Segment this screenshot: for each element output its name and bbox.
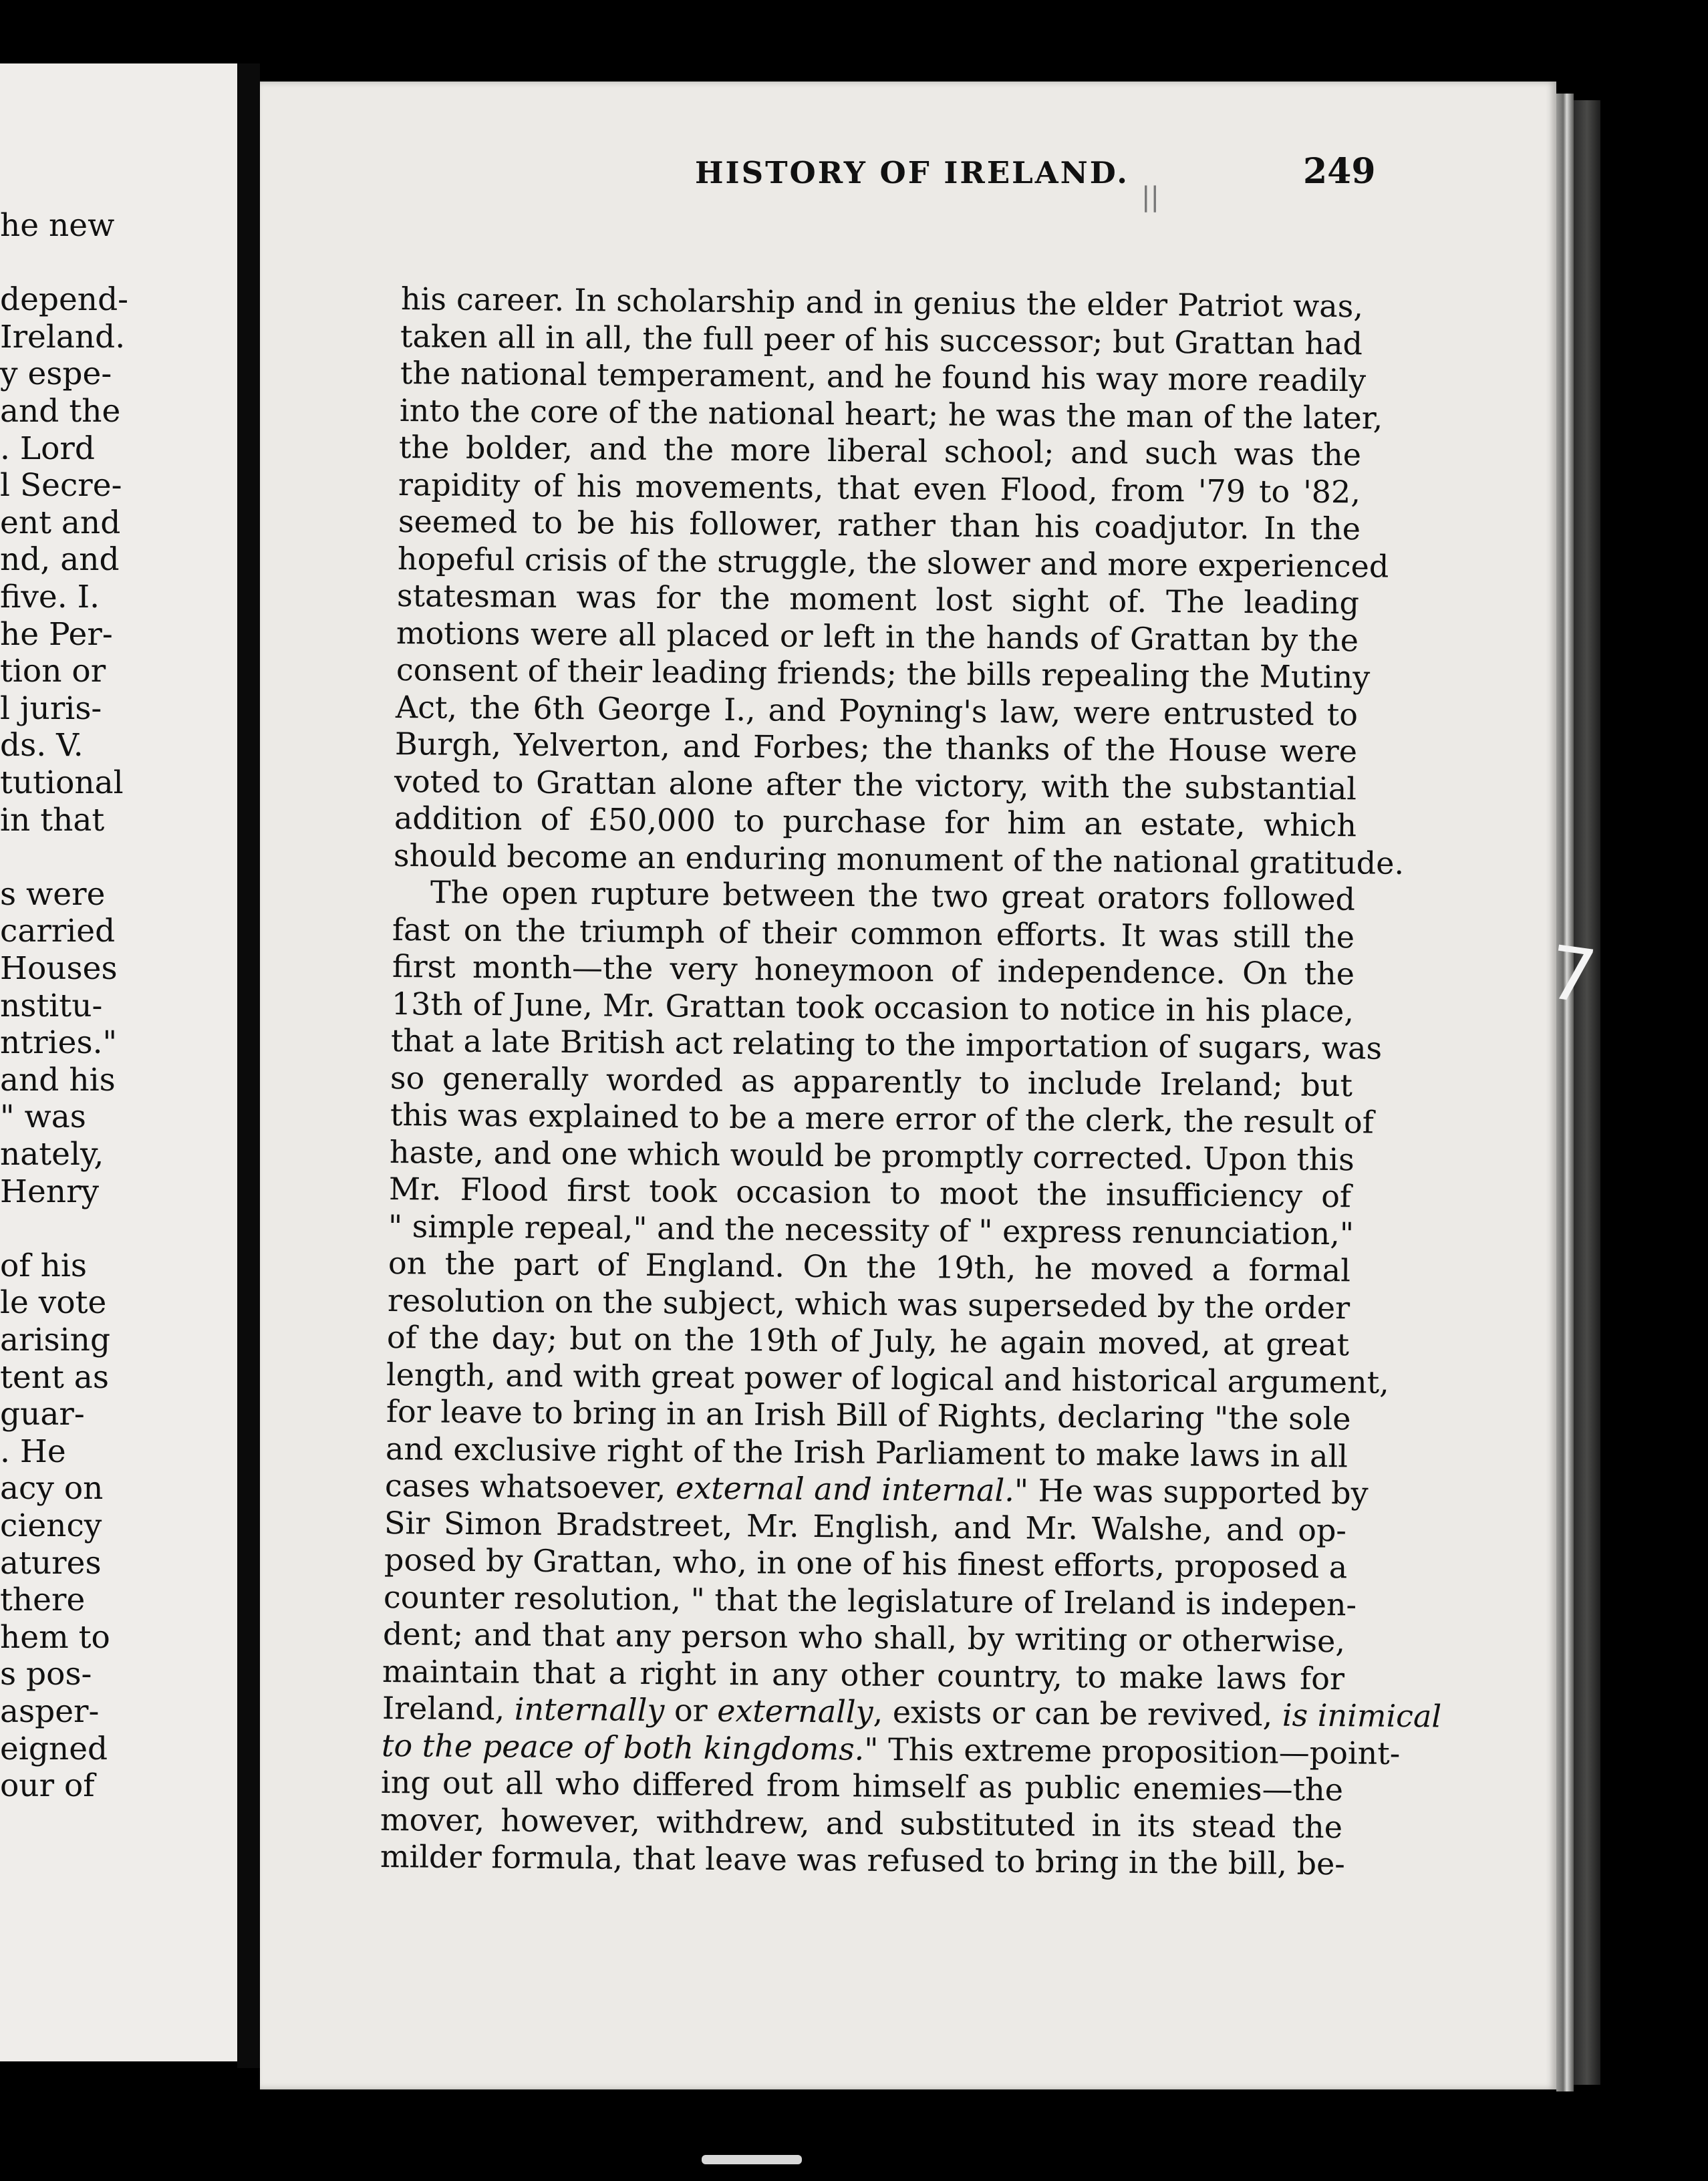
left-page-line: hem to: [0, 1618, 110, 1656]
body-line: haste, and one which would be promptly corrected. Upon this: [389, 1133, 1355, 1177]
left-page-line: Henry: [0, 1173, 100, 1210]
left-page-line: tion or: [0, 653, 106, 690]
body-line: mover, however, withdrew, and substituted in its stead the: [380, 1801, 1343, 1845]
left-page-line: " was: [0, 1099, 86, 1136]
left-page-line: ciency: [0, 1507, 102, 1544]
body-line: resolution on the subject, which was superseded by the order: [387, 1282, 1350, 1326]
body-line: addition of £50,000 to purchase for him an estate, which: [394, 800, 1357, 844]
body-line: " simple repeal," and the necessity of " express renunciation,": [388, 1207, 1355, 1252]
left-page-line: acy on: [0, 1470, 104, 1507]
body-line: taken all in all, the full peer of his successor; but Grattan had: [400, 317, 1363, 361]
left-page-line: nately,: [0, 1136, 104, 1173]
left-page-line: and the: [0, 393, 121, 430]
left-page-line: l Secre-: [0, 467, 122, 504]
left-page-line: s were: [0, 875, 106, 913]
body-line: this was explained to be a mere error of the clerk, the result of: [390, 1097, 1374, 1141]
left-page-line: le vote: [0, 1284, 107, 1322]
body-line: on the part of England. On the 19th, he moved a formal: [388, 1245, 1350, 1289]
left-page-line: guar-: [0, 1396, 85, 1433]
body-line: Mr. Flood first took occasion to moot the insufficiency of: [388, 1171, 1352, 1215]
left-page-line: asper-: [0, 1693, 100, 1730]
body-line: hopeful crisis of the struggle, the slower and more experienced: [397, 540, 1389, 585]
italic-phrase: externally: [716, 1692, 873, 1730]
left-page-line: in that: [0, 801, 105, 839]
scan-fleck: [702, 2155, 802, 2164]
body-line: [384, 1467, 1369, 1511]
left-page-line: ds. V.: [0, 727, 84, 764]
running-head: HISTORY OF IRELAND.: [695, 155, 1129, 190]
left-page-line: l juris-: [0, 690, 102, 727]
body-line: fast on the triumph of their common efforts. It was still the: [392, 911, 1355, 955]
body-line: and exclusive right of the Irish Parliament to make laws in all: [385, 1430, 1348, 1474]
left-page-line: nd, and: [0, 541, 120, 579]
left-page-line: there: [0, 1582, 86, 1619]
page-number: 249: [1303, 151, 1376, 192]
body-line: [381, 1727, 1401, 1771]
body-line: statesman was for the moment lost sight of. The leading: [396, 577, 1360, 621]
body-line: voted to Grattan alone after the victory, with the substantial: [394, 762, 1357, 807]
left-page-line: nstitu-: [0, 987, 103, 1024]
body-line: counter resolution, " that the legislature of Ireland is indepen-: [383, 1578, 1357, 1622]
left-page-line: he new: [0, 207, 115, 244]
text-run: Ireland,: [382, 1690, 515, 1727]
body-line: that a late British act relating to the importation of sugars, was: [390, 1022, 1383, 1066]
page-edge: [1556, 94, 1574, 2091]
left-page-line: carried: [0, 913, 116, 950]
left-page-line: y espe-: [0, 355, 112, 393]
book-edge: [1574, 100, 1600, 2085]
left-page-line: . Lord: [0, 430, 95, 467]
left-page-line: he Per-: [0, 615, 113, 653]
left-page-line: five. I.: [0, 579, 100, 615]
left-page-line: arising: [0, 1322, 111, 1358]
body-line: ing out all who differed from himself as public enemies—the: [380, 1764, 1344, 1808]
previous-page-fragment: [0, 63, 247, 2061]
body-line: dent; and that any person who shall, by writing or otherwise,: [382, 1616, 1346, 1660]
text-run: , exists or can be revived,: [872, 1693, 1282, 1733]
body-line: consent of their leading friends; the bills repealing the Mutiny: [396, 651, 1370, 696]
body-line: should become an enduring monument of the national gratitude.: [393, 837, 1405, 881]
tick-mark: ||: [1141, 182, 1159, 212]
body-line: rapidity of his movements, that even Flood, from '79 to '82,: [398, 466, 1361, 510]
margin-mark: 7: [1543, 929, 1602, 1021]
body-line: [382, 1690, 1441, 1735]
text-run: " This extreme proposition—point-: [863, 1731, 1401, 1771]
left-page-line: tutional: [0, 764, 124, 801]
italic-phrase: external and internal.: [675, 1469, 1015, 1509]
body-line: of the day; but on the 19th of July, he again moved, at great: [386, 1319, 1350, 1363]
body-line: so generally worded as apparently to include Ireland; but: [390, 1059, 1353, 1103]
text-run: cases whatsoever,: [384, 1467, 676, 1506]
italic-phrase: is inimical: [1282, 1697, 1441, 1735]
italic-phrase: to the peace of both kingdoms.: [381, 1727, 865, 1767]
body-line: Act, the 6th George I., and Poyning's law, were entrusted to: [395, 688, 1358, 732]
left-page-line: s pos-: [0, 1656, 92, 1693]
italic-phrase: internally: [514, 1691, 665, 1729]
body-line: length, and with great power of logical and historical argument,: [386, 1356, 1390, 1401]
body-line: The open rupture between the two great orators followed: [430, 874, 1356, 917]
body-line: posed by Grattan, who, in one of his finest efforts, proposed a: [384, 1542, 1347, 1586]
body-line: into the core of the national heart; he was the man of the later,: [399, 392, 1383, 436]
body-line: seemed to be his follower, rather than his coadjutor. In the: [398, 503, 1361, 547]
body-line: Sir Simon Bradstreet, Mr. English, and Mr. Walshe, and op-: [384, 1504, 1347, 1548]
body-line: first month—the very honeymoon of independence. On the: [392, 948, 1355, 992]
body-line: Burgh, Yelverton, and Forbes; the thanks of the House were: [394, 726, 1358, 770]
left-page-line: ntries.": [0, 1024, 118, 1062]
left-page-line: tent as: [0, 1358, 109, 1396]
book-gutter: [237, 63, 260, 2068]
body-line: for leave to bring in an Irish Bill of Rights, declaring "the sole: [386, 1393, 1351, 1437]
body-line: his career. In scholarship and in genius the elder Patriot was,: [400, 281, 1364, 325]
body-line: 13th of June, Mr. Grattan took occasion to notice in his place,: [391, 985, 1354, 1029]
left-page-line: . He: [0, 1433, 66, 1470]
text-run: " He was supported by: [1014, 1472, 1369, 1511]
left-page-line: and his: [0, 1061, 116, 1099]
body-line: milder formula, that leave was refused to bring in the bill, be-: [380, 1838, 1345, 1882]
left-page-line: of his: [0, 1247, 88, 1284]
left-page-line: depend-: [0, 281, 129, 319]
body-line: the national temperament, and he found his way more readily: [400, 355, 1366, 399]
body-line: the bolder, and the more liberal school; and such was the: [398, 429, 1362, 473]
body-line: maintain that a right in any other country, to make laws for: [382, 1652, 1345, 1697]
text-run: or: [664, 1692, 717, 1729]
left-page-line: our of: [0, 1767, 95, 1805]
left-page-line: eigned: [0, 1730, 108, 1767]
body-line: motions were all placed or left in the hands of Grattan by the: [396, 614, 1359, 658]
left-page-line: atures: [0, 1544, 102, 1582]
left-page-line: Houses: [0, 950, 118, 987]
left-page-line: Ireland.: [0, 318, 126, 355]
left-page-line: ent and: [0, 504, 121, 541]
